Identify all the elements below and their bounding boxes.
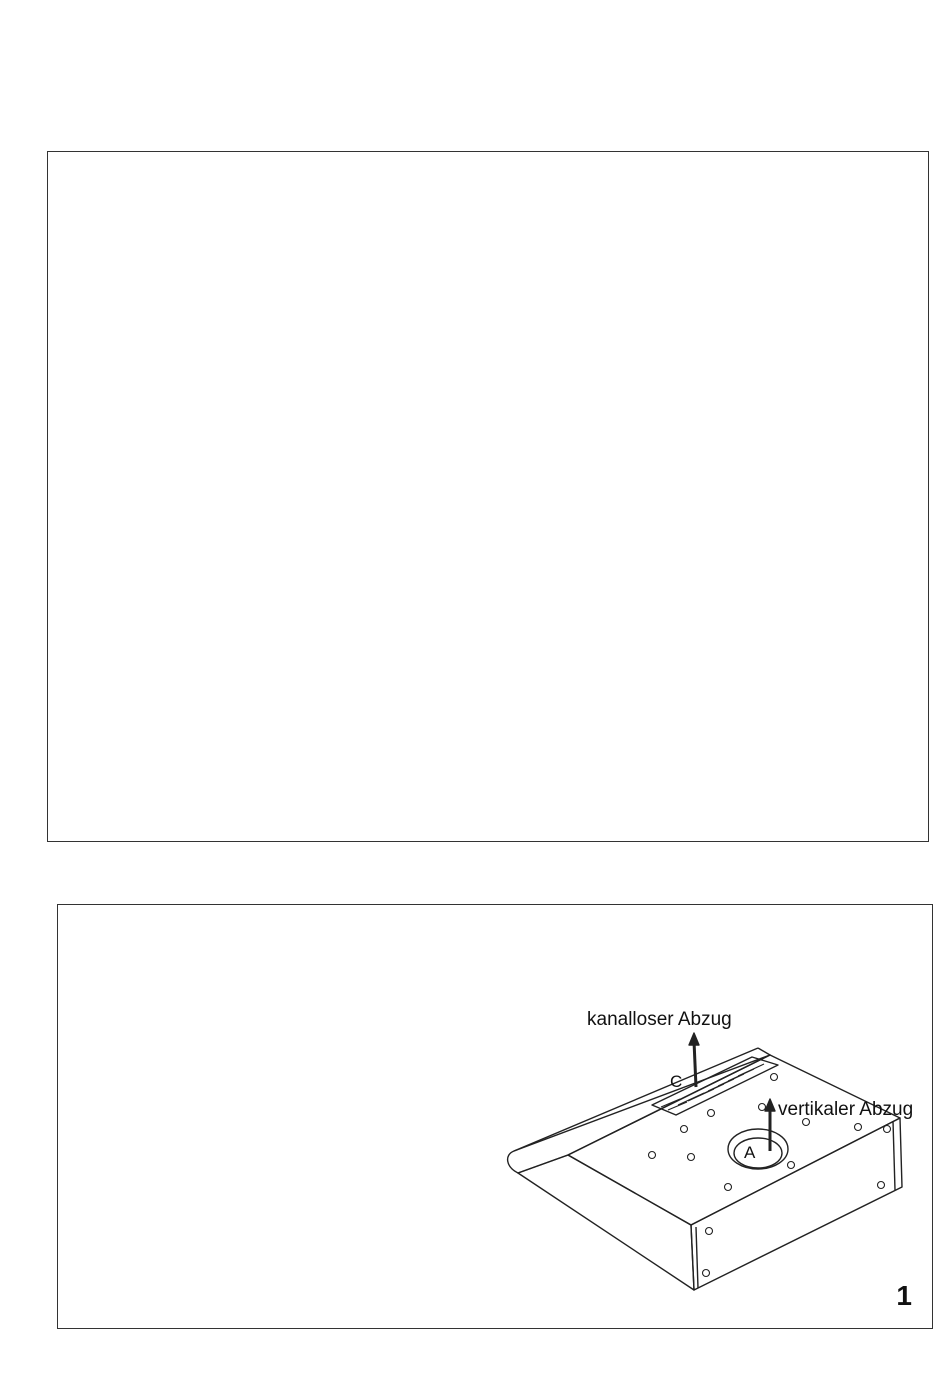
hood-front-slope <box>518 1155 694 1290</box>
ductless-exhaust-label: kanalloser Abzug <box>587 1009 732 1030</box>
hood-top-panel <box>568 1055 900 1225</box>
figure-number: 1 <box>896 1280 912 1311</box>
outlet-c-label: C <box>670 1072 683 1091</box>
figure-frame <box>57 904 933 1329</box>
empty-frame <box>47 151 929 842</box>
outlet-a-ring <box>728 1129 788 1169</box>
hood-front-edge <box>508 1055 770 1173</box>
outlet-a-label: A <box>744 1143 756 1162</box>
hood-right-side <box>691 1118 902 1290</box>
vertical-exhaust-label: vertikaler Abzug <box>778 1099 914 1120</box>
